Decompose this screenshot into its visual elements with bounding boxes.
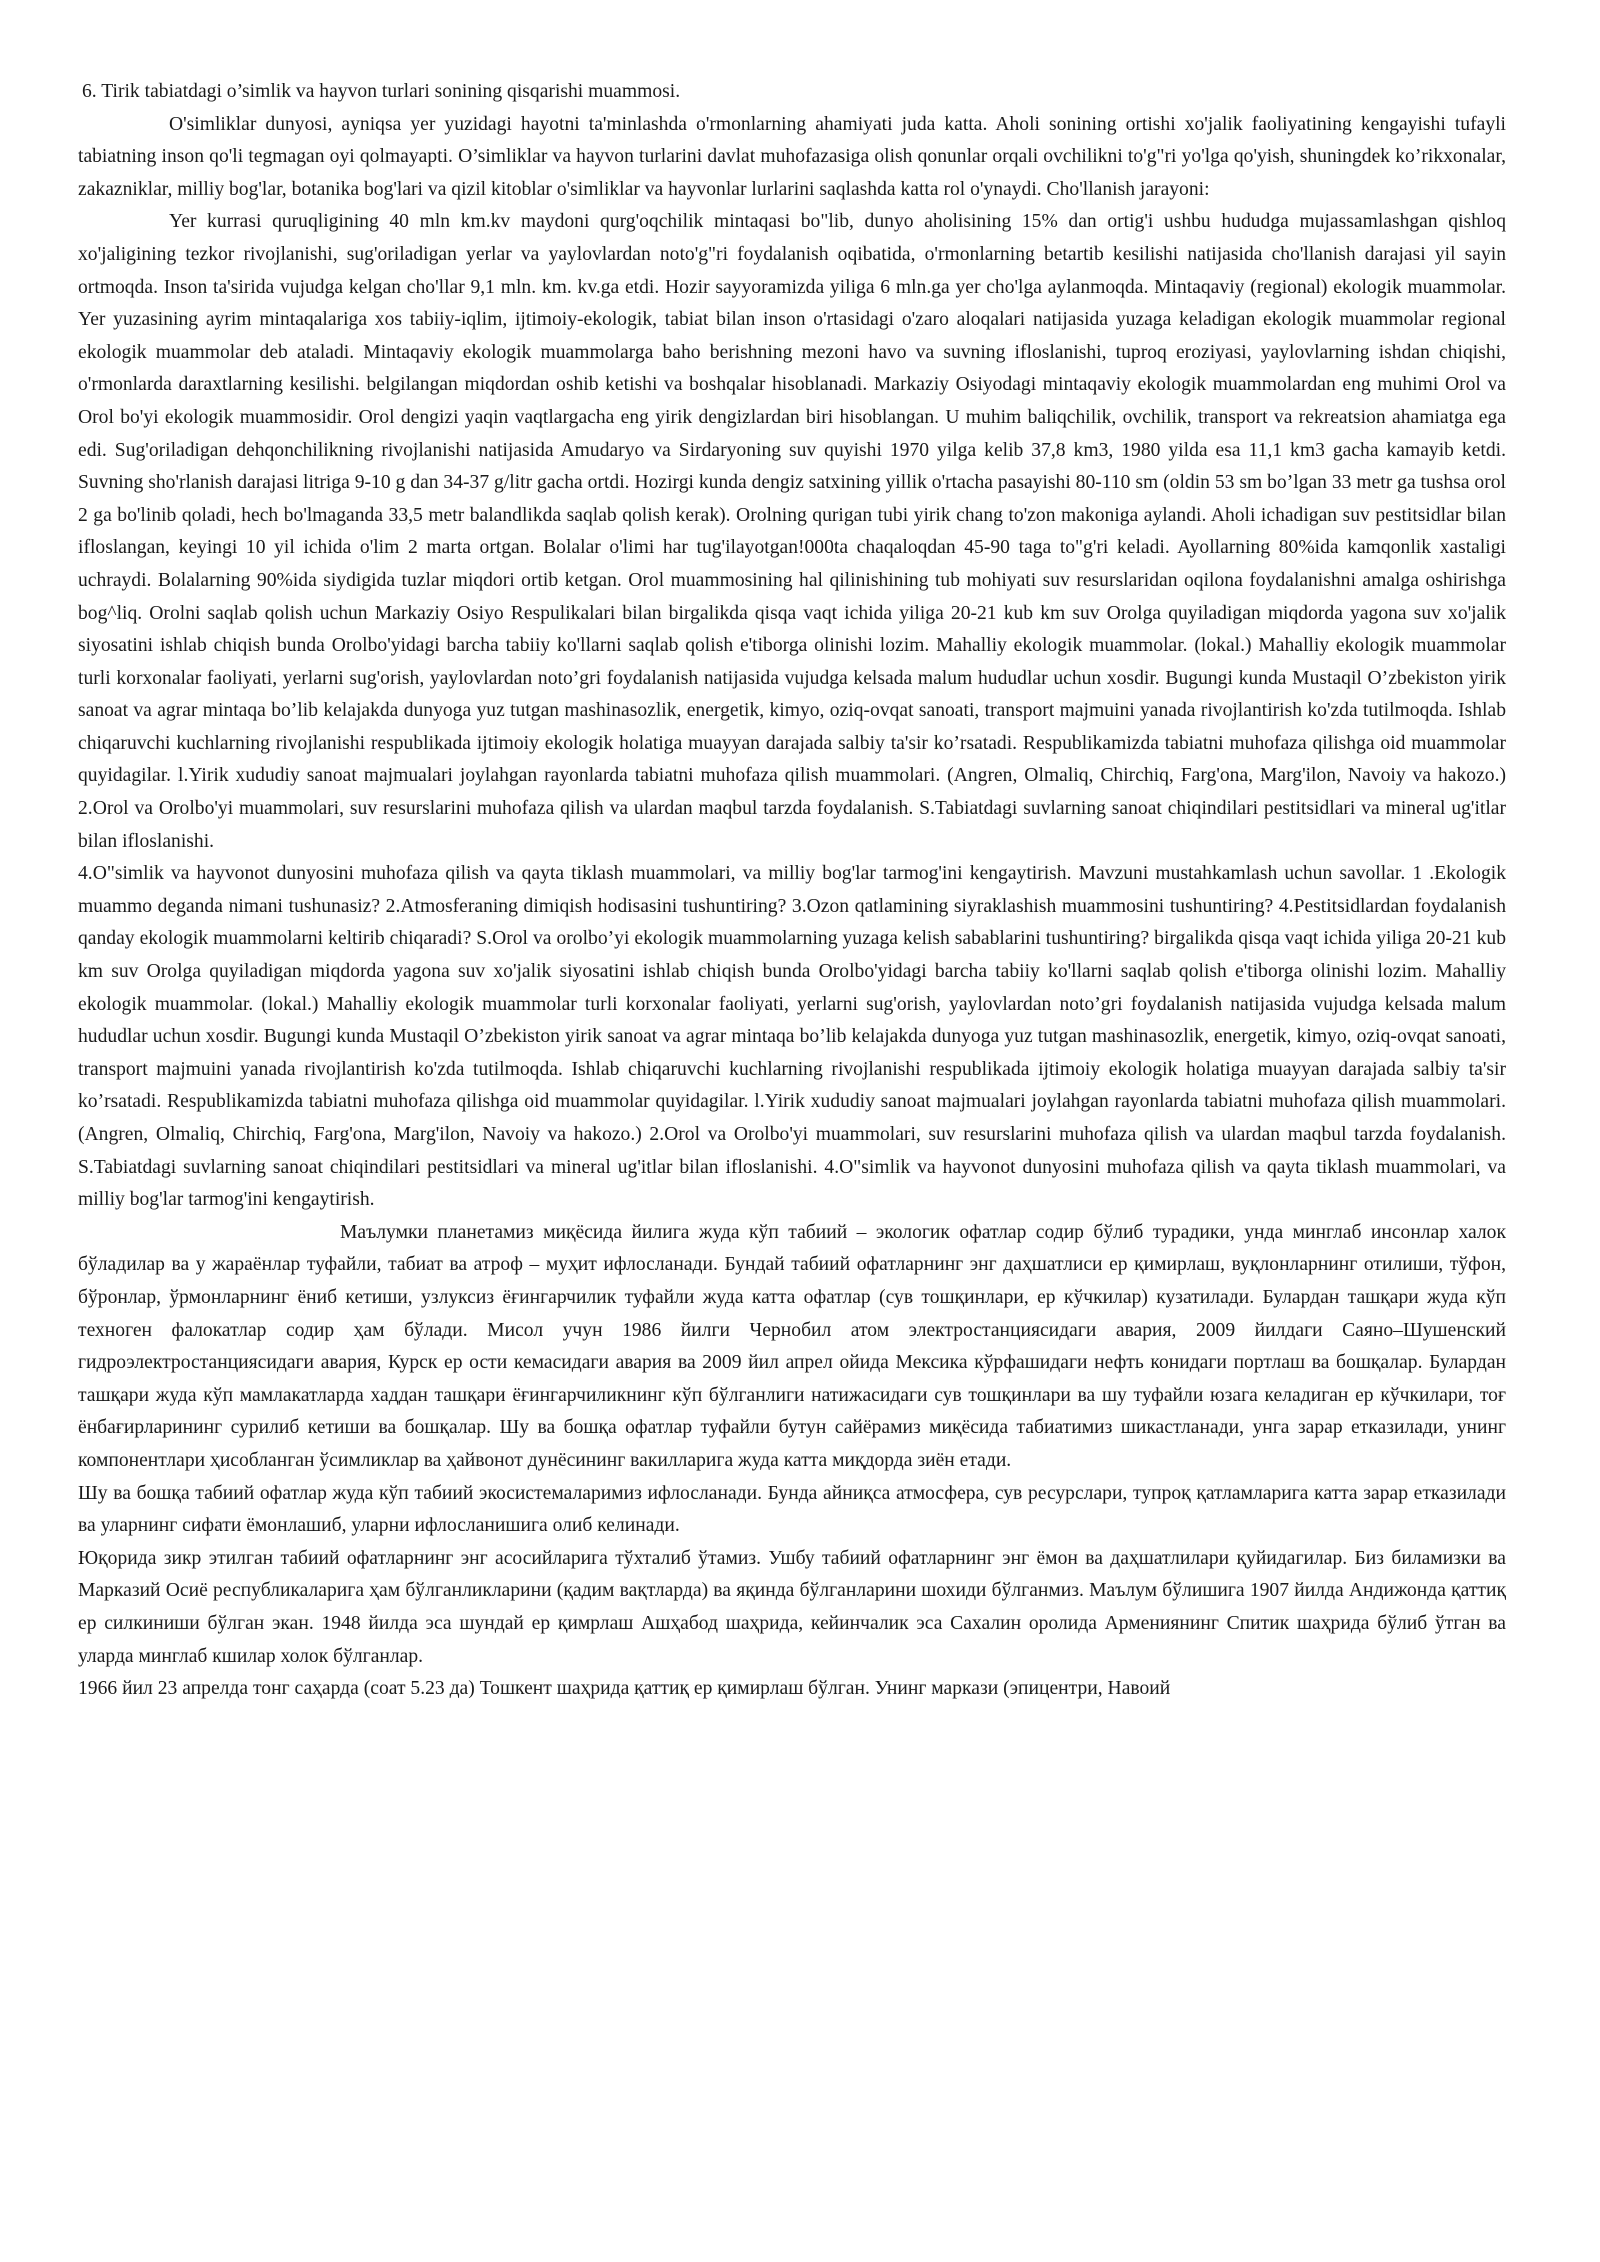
paragraph-plants-intro: O'simliklar dunyosi, ayniqsa yer yuzidagi hayotni ta'minlashda o'rmonlarning ahamiyati juda katta. Aholi sonining ortishi xo'jalik faoliyatining kengayishi tufayli tabiatning inson qo'li tegmagan oyi qolmayapti. O’simliklar va hayvon turlarini davlat muhofazasiga olish qonunlar orqali ovchilikni to'g"ri yo'lga qo'yish, shuningdek ko’rikxonalar, zakazniklar, milliy bog'lar, botanika bog'lari va qizil kitoblar o'simliklar va hayvonlar lurlarini saqlashda katta rol o'ynaydi. Cho'llanish jarayoni: (78, 113, 1506, 200)
paragraph-natural-disasters: Маълумки планетамиз миқёсида йилига жуда кўп табиий – экологик офатлар содир бўлиб турадики, унда минглаб инсонлар халок бўладилар ва у жараёнлар туфайли, табиат ва атроф – муҳит ифлосланади. Бундай табиий офатларнинг энг даҳшатлиси ер қимирлаш, вуқлонларнинг отилиши, тўфон, бўронлар, ўрмонларнинг ёниб кетиши, узлуксиз ёғингарчилик туфайли жуда катта офатлар (сув тошқинлари, ер кўчкилар) кузатилади. Булардан ташқари жуда кўп техноген фалокатлар содир ҳам бўлади. Мисол учун 1986 йилги Чернобил атом электростанциясидаги авария, 2009 йилдаги Саяно–Шушенский гидроэлектростанциясидаги авария, Курск ер ости кемасидаги авария ва 2009 йил апрел ойида Мексика кўрфашидаги нефть конидаги портлаш ва бошқалар. Булардан ташқари жуда кўп мамлакатларда хаддан ташқари ёғингарчиликнинг кўп бўлганлиги натижасидаги сув тошқинлари ва шу туфайли юзага келадиган ер кўчкилари, тоғ ёнбағирларининг сурилиб кетиши ва бошқалар. Шу ва бошқа офатлар туфайли бутун сайёрамиз миқёсида табиатимиз шикастланади, унга зарар етказилади, унинг компонентлари ҳисобланган ўсимликлар ва ҳайвонот дунёсининг вакилларига жуда катта миқдорда зиён етади. (78, 1221, 1506, 1471)
paragraph-tashkent-1966: 1966 йил 23 апрелда тонг саҳарда (соат 5.23 да) Тошкент шаҳрида қаттиқ ер қимирлаш бўлган. Унинг маркази (эпицентри, Навоий (78, 1678, 1171, 1700)
paragraph-ecosystem-pollution: Шу ва бошқа табиий офатлар жуда кўп табиий экосистемаларимиз ифлосланади. Бунда айниқса атмосфера, сув ресурслари, тупроқ қатламларига катта зарар етказилади ва уларнинг сифати ёмонлашиб, уларни ифлосланишига олиб келинади. (78, 1482, 1506, 1537)
paragraph-desertification-aral: Yer kurrasi quruqligining 40 mln km.kv maydoni qurg'oqchilik mintaqasi bo"lib, dunyo aholisining 15% dan ortig'i ushbu hududga mujassamlashgan qishloq xo'jaligining tezkor rivojlanishi, sug'oriladigan yerlar va yaylovlardan noto'g"ri foydalanish oqibatida, o'rmonlarning betartib kesilishi natijasida cho'llanish darajasi yil sayin ortmoqda. Inson ta'sirida vujudga kelgan cho'llar 9,1 mln. km. kv.ga etdi. Hozir sayyoramizda yiliga 6 mln.ga yer cho'lga aylanmoqda. Mintaqaviy (regional) ekologik muammolar. Yer yuzasining ayrim mintaqalariga xos tabiiy-iqlim, ijtimoiy-ekologik, tabiat bilan inson o'rtasidagi o'zaro aloqalari natijasida yuzaga keladigan ekologik muammolar regional ekologik muammolar deb ataladi. Mintaqaviy ekologik muammolarga baho berishning mezoni havo va suvning ifloslanishi, tuproq eroziyasi, yaylovlarning ishdan chiqishi, o'rmonlarda daraxtlarning kesilishi. belgilangan miqdordan oshib ketishi va boshqalar hisoblanadi. Markaziy Osiyodagi mintaqaviy ekologik muammolardan eng muhimi Orol va Orol bo'yi ekologik muammosidir. Orol dengizi yaqin vaqtlargacha eng yirik dengizlardan biri hisoblangan. U muhim baliqchilik, ovchilik, transport va rekreatsion ahamiatga ega edi. Sug'oriladigan dehqonchilikning rivojlanishi natijasida Amudaryo va Sirdaryoning suv quyishi 1970 yilga kelib 37,8 km3, 1980 yilda esa 11,1 km3 gacha kamayib ketdi. Suvning sho'rlanish darajasi litriga 9-10 g dan 34-37 g/litr gacha ortdi. Hozirgi kunda dengiz satxining yillik o'rtacha pasayishi 80-110 sm (oldin 53 sm bo’lgan 33 metr ga tushsa orol 2 ga bo'linib qoladi, hech bo'lmaganda 33,5 metr balandlikda saqlab qolish kerak). Orolning qurigan tubi yirik chang to'zon makoniga aylandi. Aholi ichadigan suv pestitsidlar bilan ifloslangan, keyingi 10 yil ichida o'lim 2 marta ortgan. Bolalar o'limi har tug'ilayotgan!000ta chaqaloqdan 45-90 taga to"g'ri keladi. Ayollarning 80%ida kamqonlik xastaligi uchraydi. Bolalarning 90%ida siydigida tuzlar miqdori ortib ketgan. Orol muammosining hal qilinishining tub mohiyati suv resurslaridan oqilona foydalanishni amalga oshirishga bog^liq. Orolni saqlab qolish uchun Markaziy Osiyo Respulikalari bilan birgalikda qisqa vaqt ichida yiliga 20-21 kub km suv Orolga quyiladigan miqdorda yagona suv xo'jalik siyosatini ishlab chiqish bunda Orolbo'yidagi barcha tabiiy ko'llarni saqlab qolish e'tiborga olinishi lozim. Mahalliy ekologik muammolar. (lokal.) Mahalliy ekologik muammolar turli korxonalar faoliyati, yerlarni sug'orish, yaylovlardan noto’gri foydalanish natijasida vujudga kelsada malum hududlar uchun xosdir. Bugungi kunda Mustaqil O’zbekiston yirik sanoat va agrar mintaqa bo’lib kelajakda dunyoga yuz tutgan mashinasozlik, energetik, kimyo, oziq-ovqat sanoati, transport majmuini yanada rivojlantirish ko'zda tutilmoqda. Ishlab chiqaruvchi kuchlarning rivojlanishi respublikada ijtimoiy ekologik holatiga muayyan darajada salbiy ta'sir ko’rsatadi. Respublikamizda tabiatni muhofaza qilishga oid muammolar quyidagilar. l.Yirik xududiy sanoat majmualari joylahgan rayonlarda tabiatni muhofaza qilish muammolari. (Angren, Olmaliq, Chirchiq, Farg'ona, Marg'ilon, Navoiy va hakozo.) 2.Orol va Orolbo'yi muammolari, suv resurslarini muhofaza qilish va ulardan maqbul tarzda foydalanish. S.Tabiatdagi suvlarning sanoat chiqindilari pestitsidlari va mineral ug'itlar bilan ifloslanishi. (78, 211, 1506, 852)
paragraph-questions: 4.O"simlik va hayvonot dunyosini muhofaza qilish va qayta tiklash muammolari, va milliy bog'lar tarmog'ini kengaytirish. Mavzuni mustahkamlash uchun savollar. 1 .Ekologik muammo deganda nimani tushunasiz? 2.Atmosferaning dimiqish hodisasini tushuntiring? 3.Ozon qatlamining siyraklashish muammosini tushuntiring? 4.Pestitsidlardan foydalanish qanday ekologik muammolarni keltirib chiqaradi? S.Orol va orolbo’yi ekologik muammolarning yuzaga kelish sabablarini tushuntiring? birgalikda qisqa vaqt ichida yiliga 20-21 kub km suv Orolga quyiladigan miqdorda yagona suv xo'jalik siyosatini ishlab chiqish bunda Orolbo'yidagi barcha tabiiy ko'llarni saqlab qolish e'tiborga olinishi lozim. Mahalliy ekologik muammolar. (lokal.) Mahalliy ekologik muammolar turli korxonalar faoliyati, yerlarni sug'orish, yaylovlardan noto’gri foydalanish natijasida vujudga kelsada malum hududlar uchun xosdir. Bugungi kunda Mustaqil O’zbekiston yirik sanoat va agrar mintaqa bo’lib kelajakda dunyoga yuz tutgan mashinasozlik, energetik, kimyo, oziq-ovqat sanoati, transport majmuini yanada rivojlantirish ko'zda tutilmoqda. Ishlab chiqaruvchi kuchlarning rivojlanishi respublikada ijtimoiy ekologik holatiga muayyan darajada salbiy ta'sir ko’rsatadi. Respublikamizda tabiatni muhofaza qilishga oid muammolar quyidagilar. l.Yirik xududiy sanoat majmualari joylahgan rayonlarda tabiatni muhofaza qilish muammolari. (Angren, Olmaliq, Chirchiq, Farg'ona, Marg'ilon, Navoiy va hakozo.) 2.Orol va Orolbo'yi muammolari, suv resurslarini muhofaza qilish va ulardan maqbul tarzda foydalanish. S.Tabiatdagi suvlarning sanoat chiqindilari pestitsidlari va mineral ug'itlar bilan ifloslanishi. 4.O"simlik va hayvonot dunyosini muhofaza qilish va qayta tiklash muammolari, va milliy bog'lar tarmog'ini kengaytirish. (78, 863, 1506, 1211)
document-page (78, 76, 1506, 1706)
section-heading: 6. Tirik tabiatdagi o’simlik va hayvon turlari sonining qisqarishi muammosi. (82, 81, 681, 102)
paragraph-earthquakes: Юқорида зикр этилган табиий офатларнинг энг асосийларига тўхталиб ўтамиз. Ушбу табиий офатларнинг энг ёмон ва даҳшатлилари қуйидагилар. Биз биламизки ва Марказий Осиё республикаларига ҳам бўлганликларини (қадим вақтларда) ва яқинда бўлганларини шохиди бўлганмиз. Маълум бўлишига 1907 йилда Андижонда қаттиқ ер силкиниши бўлган экан. 1948 йилда эса шундай ер қимрлаш Ашҳабод шаҳрида, кейинчалик эса Сахалин оролида Армениянинг Спитик шаҳрида бўлиб ўтган ва уларда минглаб кшилар холок бўлганлар. (78, 1547, 1506, 1667)
